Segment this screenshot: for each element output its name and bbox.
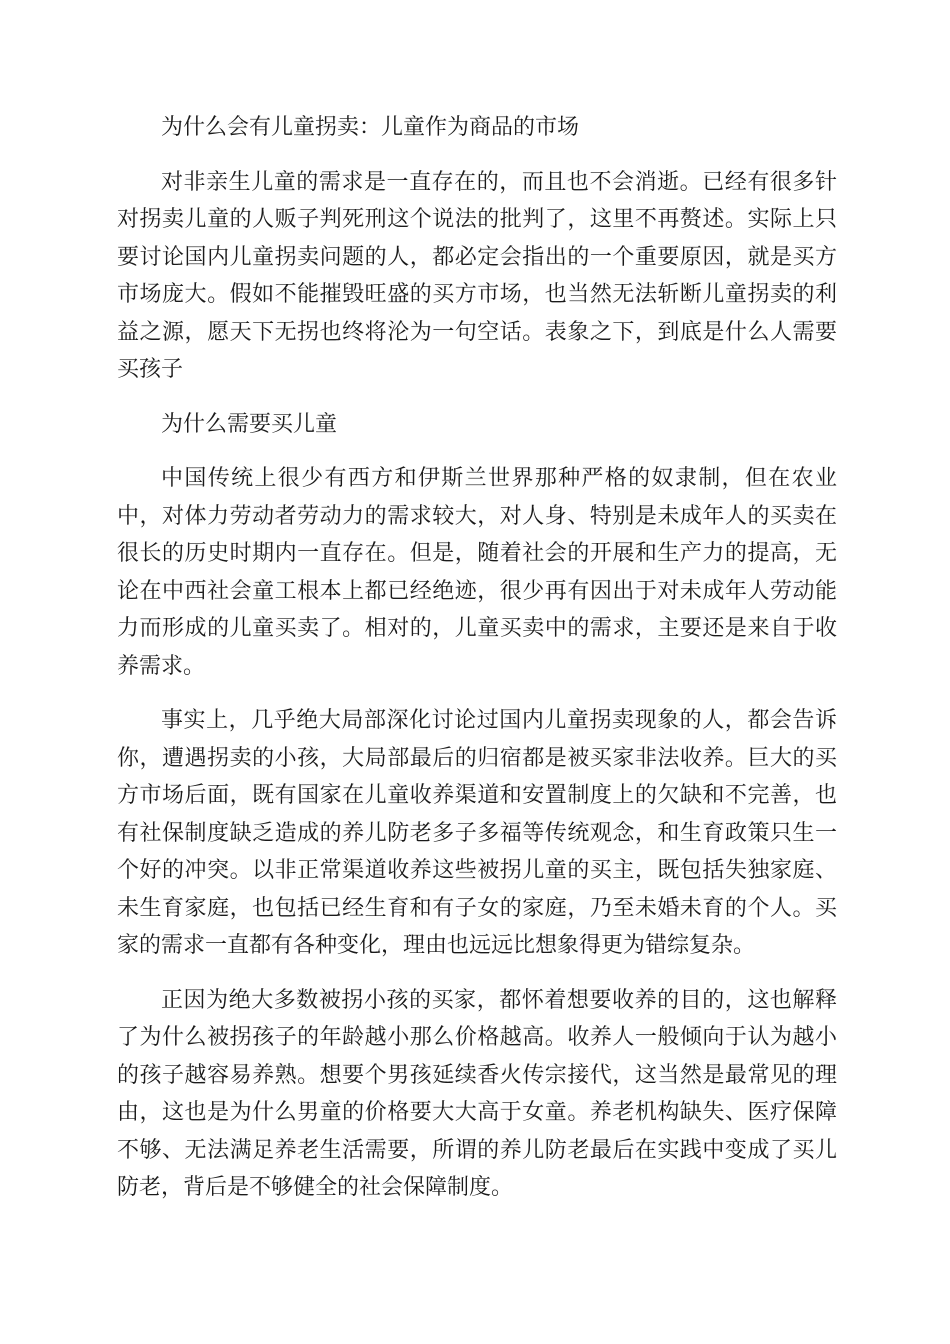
paragraph-price: 正因为绝大多数被拐小孩的买家，都怀着想要收养的目的，这也解释了为什么被拐孩子的年龄越小那么价格越高。收养人一般倾向于认为越小的孩子越容易养熟。想要个男孩延续香火传宗接代，这当然是最常见的理由，这也是为什么男童的价格要大大高于女童。养老机构缺失、医疗保障不够、无法满足养老生活需要，所谓的养儿防老最后在实践中变成了买儿防老，背后是不够健全的社会保障制度。: [117, 987, 837, 1200]
paragraph-history: 中国传统上很少有西方和伊斯兰世界那种严格的奴隶制，但在农业中，对体力劳动者劳动力的需求较大，对人身、特别是未成年人的买卖在很长的历史时期内一直存在。但是，随着社会的开展和生产力的提高，无论在中西社会童工根本上都已经绝迹，很少再有因出于对未成年人劳动能力而形成的儿童买卖了。相对的，儿童买卖中的需求，主要还是来自于收养需求。: [117, 466, 837, 679]
document-body: [117, 109, 837, 1224]
paragraph-demand: 对非亲生儿童的需求是一直存在的，而且也不会消逝。已经有很多针对拐卖儿童的人贩子判死刑这个说法的批判了，这里不再赘述。实际上只要讨论国内儿童拐卖问题的人，都必定会指出的一个重要原因，就是买方市场庞大。假如不能摧毁旺盛的买方市场，也当然无法斩断儿童拐卖的利益之源，愿天下无拐也终将沦为一句空话。表象之下，到底是什么人需要买孩子: [117, 169, 837, 382]
section-heading-why-buy: 为什么需要买儿童: [161, 411, 338, 437]
paragraph-adoption: 事实上，几乎绝大局部深化讨论过国内儿童拐卖现象的人，都会告诉你，遭遇拐卖的小孩，大局部最后的归宿都是被买家非法收养。巨大的买方市场后面，既有国家在儿童收养渠道和安置制度上的欠缺和不完善，也有社保制度缺乏造成的养儿防老多子多福等传统观念，和生育政策只生一个好的冲突。以非正常渠道收养这些被拐儿童的买主，既包括失独家庭、未生育家庭，也包括已经生育和有子女的家庭，乃至未婚未育的个人。买家的需求一直都有各种变化，理由也远远比想象得更为错综复杂。: [117, 708, 837, 958]
section-heading-market: 为什么会有儿童拐卖：儿童作为商品的市场: [161, 115, 580, 140]
